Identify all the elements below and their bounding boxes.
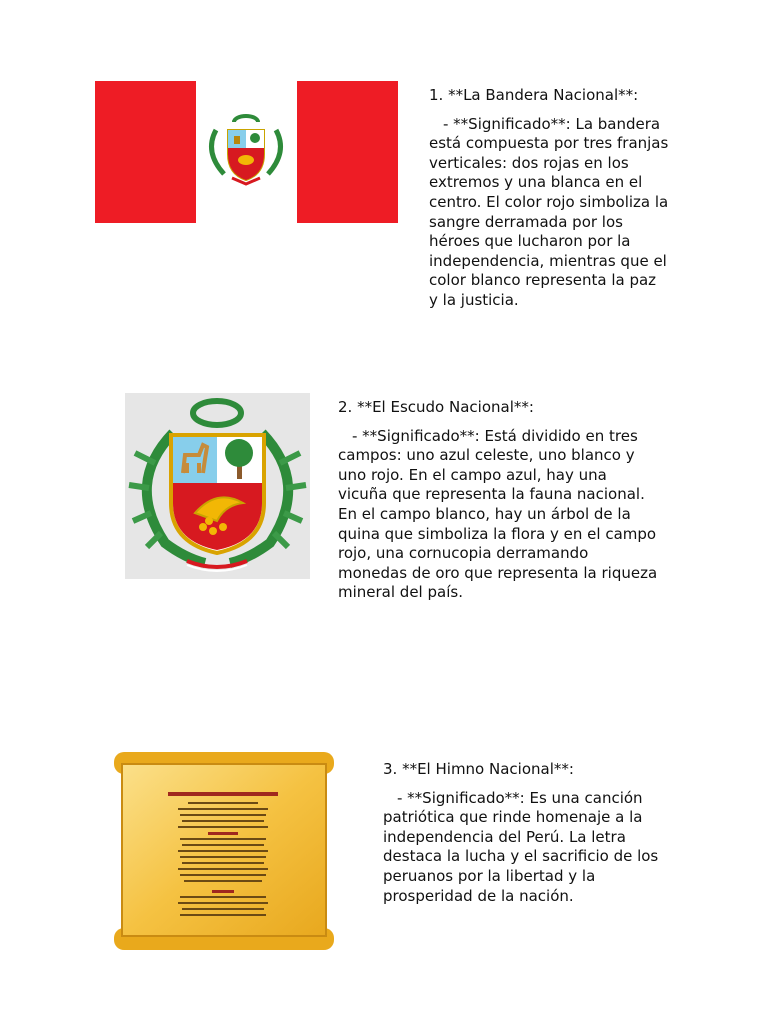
national-anthem-parchment-image — [108, 748, 339, 954]
section-body: - **Significado**: Está dividido en tres campos: uno azul celeste, uno blanco y uno rojo. En el campo azul, hay una vicuña que representa la fauna nacional. En el campo blanco, hay un árbol de la quina que simboliza la flora y en el campo rojo, una cornucopia derramando monedas de oro que representa la riqueza mineral del país. — [338, 426, 658, 602]
section-body: - **Significado**: Es una canción patriótica que rinde homenaje a la independencia del Perú. La letra destaca la lucha y el sacrificio de los peruanos por la libertad y la prosperidad de la nación. — [383, 788, 659, 905]
coat-of-arms-image — [125, 393, 310, 579]
section-heading: 2. **El Escudo Nacional**: — [338, 398, 534, 416]
section-coat-of-arms-text — [338, 398, 658, 603]
section-heading: 1. **La Bandera Nacional**: — [429, 86, 639, 104]
peru-flag-image — [95, 81, 398, 223]
section-anthem-text — [383, 760, 663, 906]
section-heading: 3. **El Himno Nacional**: — [383, 760, 574, 778]
section-flag-text — [429, 86, 669, 311]
section-body: - **Significado**: La bandera está compuesta por tres franjas verticales: dos rojas en los extremos y una blanca en el centro. El color rojo simboliza la sangre derramada por los héroes que lucharon por la independencia, mientras que el color blanco representa la paz y la justicia. — [429, 114, 669, 309]
